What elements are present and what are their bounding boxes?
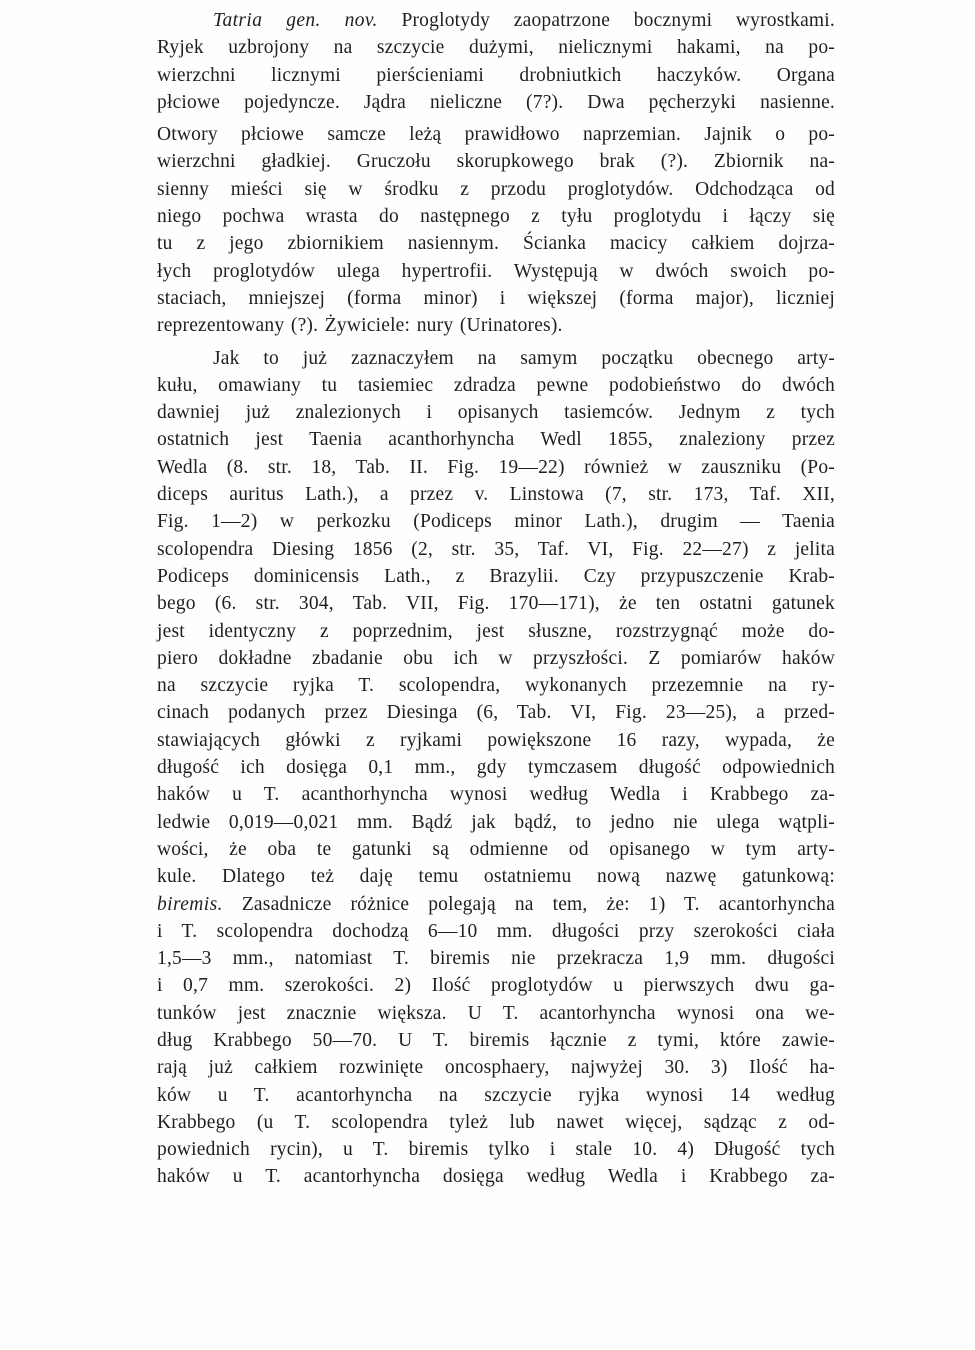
text-line: kule. Dlatego też daję temu ostatniemu nową nazwę gatunkową: (157, 866, 835, 888)
text-line: bego (6. str. 304, Tab. VII, Fig. 170—171), że ten ostatni gatunek (157, 593, 835, 615)
text-segment: Proglotydy zaopatrzone bocznymi wyrostkami. (377, 10, 835, 31)
text-line: dawniej już znalezionych i opisanych tasiemców. Jednym z tych (157, 402, 835, 424)
text-line: łych proglotydów ulega hypertrofii. Występują w dwóch swoich po- (157, 260, 835, 282)
text-line: dług Krabbego 50—70. U T. biremis łącznie z tymi, które zawie- (157, 1029, 835, 1051)
text-line: Krabbego (u T. scolopendra tyleż lub nawet więcej, sądząc z od- (157, 1111, 835, 1133)
text-line: Wedla (8. str. 18, Tab. II. Fig. 19—22) również w zauszniku (Po- (157, 456, 835, 478)
text-line: sienny mieści się w środku z przodu proglotydów. Odchodząca od (157, 178, 835, 200)
text-line: i 0,7 mm. szerokości. 2) Ilość proglotydów u pierwszych dwu ga- (157, 975, 835, 997)
text-line: ledwie 0,019—0,021 mm. Bądź jak bądź, to jedno nie ulega wątpli- (157, 811, 835, 833)
text-line: ków u T. acantorhyncha na szczycie ryjka wynosi 14 według (157, 1084, 835, 1106)
text-line: i T. scolopendra dochodzą 6—10 mm. długości przy szerokości ciała (157, 920, 835, 942)
text-line: piero dokładne zbadanie obu ich w przyszłości. Z pomiarów haków (157, 647, 835, 669)
text-line: kułu, omawiany tu tasiemiec zdradza pewne podobieństwo do dwóch (157, 374, 835, 396)
text-line: tunków jest znacznie większa. U T. acantorhyncha wynosi ona we- (157, 1002, 835, 1024)
text-segment: Zasadnicze różnice polegają na tem, że: 1) T. acantorhyncha (222, 893, 835, 915)
text-line: 1,5—3 mm., natomiast T. biremis nie przekracza 1,9 mm. długości (157, 948, 835, 970)
paragraph-diagnosis-continued (157, 121, 835, 339)
text-line: staciach, mniejszej (forma minor) i większej (forma major), liczniej (157, 287, 835, 309)
text-line: jest identyczny z poprzednim, jest słuszne, rozstrzygnąć może do- (157, 620, 835, 642)
text-line: powiednich rycin), u T. biremis tylko i stale 10. 4) Długość tych (157, 1139, 835, 1161)
italic-taxon-name: Tatria gen. nov. (213, 10, 378, 31)
text-line: Ryjek uzbrojony na szczycie dużymi, nielicznymi hakami, na po- (157, 37, 835, 59)
text-line: Otwory płciowe samcze leżą prawidłowo naprzemian. Jajnik o po- (157, 124, 835, 146)
text-line: reprezentowany (?). Żywiciele: nury (Urinatores). (157, 315, 563, 337)
text-line: Fig. 1—2) w perkozku (Podiceps minor Lath.), drugim — Taenia (157, 511, 835, 533)
text-line: wierzchni gładkiej. Gruczołu skorupkowego brak (?). Zbiornik na- (157, 151, 835, 173)
text-line: diceps auritus Lath.), a przez v. Linstowa (7, str. 173, Taf. XII, (157, 484, 835, 506)
text-line: ostatnich jest Taenia acanthorhyncha Wedl 1855, znaleziony przez (157, 429, 835, 451)
text-line: płciowe pojedyncze. Jądra nieliczne (7?). Dwa pęcherzyki nasienne. (157, 91, 835, 113)
text-line: na szczycie ryjka T. scolopendra, wykonanych przezemnie na ry- (157, 675, 835, 697)
text-line: haków u T. acantorhyncha dosięga według Wedla i Krabbego za- (157, 1166, 835, 1188)
text-line: haków u T. acanthorhyncha wynosi według Wedla i Krabbego za- (157, 784, 835, 806)
paragraph-discussion (157, 345, 835, 1191)
text-line: wierzchni licznymi pierścieniami drobniutkich haczyków. Organa (157, 64, 835, 86)
text-line (157, 7, 835, 34)
text-block (157, 7, 835, 1191)
text-line: cinach podanych przez Diesinga (6, Tab. VI, Fig. 23—25), a przed- (157, 702, 835, 724)
text-line: długość ich dosięga 0,1 mm., gdy tymczasem długość odpowiednich (157, 757, 835, 779)
italic-taxon-name: biremis. (157, 893, 223, 915)
text-line: wości, że oba te gatunki są odmienne od opisanego w tym arty- (157, 838, 835, 860)
text-line: rają już całkiem rozwinięte oncosphaery, najwyżej 30. 3) Ilość ha- (157, 1057, 835, 1079)
paragraph-genus-diagnosis (157, 7, 835, 116)
text-line: Podiceps dominicensis Lath., z Brazylii. Czy przypuszczenie Krab- (157, 565, 835, 587)
text-line: Jak to już zaznaczyłem na samym początku obecnego arty- (213, 347, 835, 369)
text-line: scolopendra Diesing 1856 (2, str. 35, Taf. VI, Fig. 22—27) z jelita (157, 538, 835, 560)
text-line (157, 891, 835, 918)
text-line: tu z jego zbiornikiem nasiennym. Ścianka macicy całkiem dojrza- (157, 233, 835, 255)
text-line: stawiających główki z ryjkami powiększone 16 razy, wypada, że (157, 729, 835, 751)
text-line: niego pochwa wrasta do następnego z tyłu proglotydu i łączy się (157, 206, 835, 228)
